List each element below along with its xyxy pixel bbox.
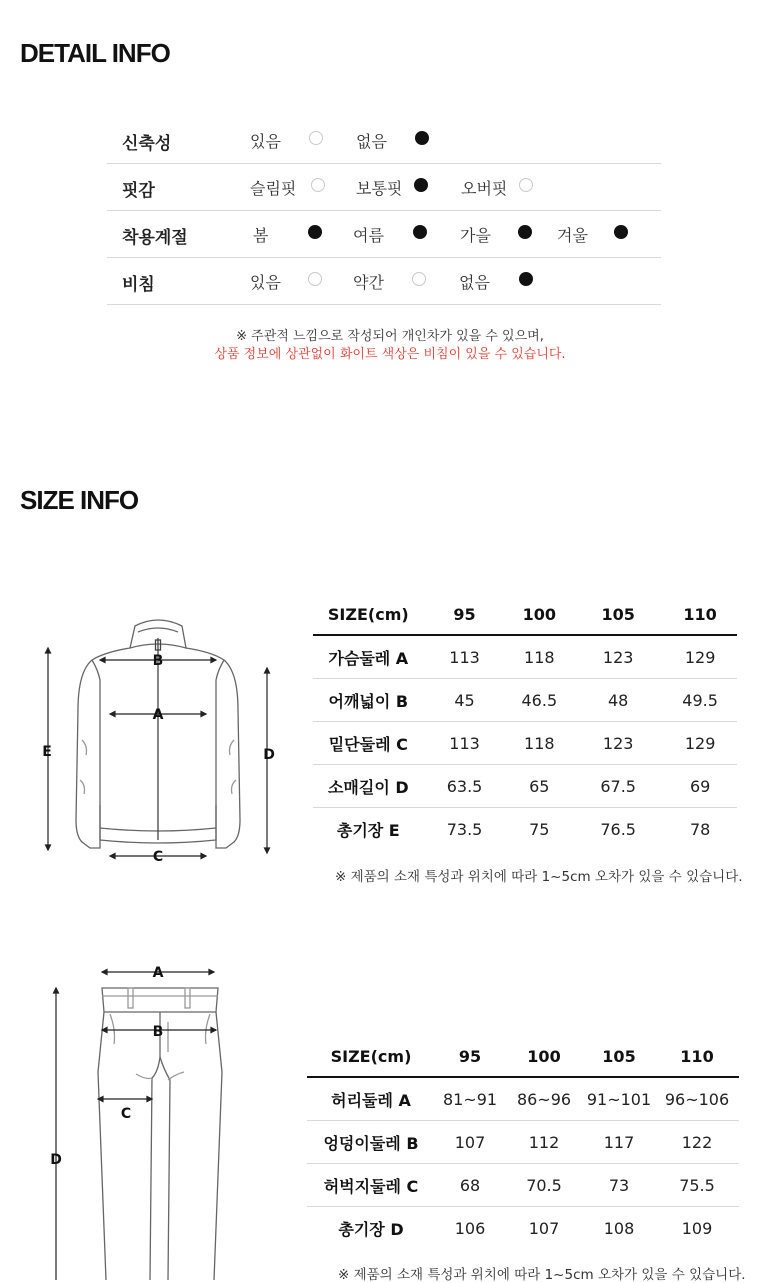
table-cell: 112 [505, 1121, 583, 1164]
table-cell: 81~91 [435, 1077, 505, 1121]
row-label: 허리둘레 A [307, 1077, 435, 1121]
pants-illustration [40, 962, 240, 1280]
table-row [313, 808, 737, 851]
table-cell: 75 [529, 819, 550, 839]
table-cell: 113 [424, 635, 506, 679]
pants-letter-b: B [152, 1024, 164, 1040]
table-cell: 68 [435, 1164, 505, 1207]
table-cell: 129 [663, 635, 737, 679]
table-row [307, 1164, 739, 1207]
table-cell: 122 [655, 1121, 739, 1164]
table-cell: 91~101 [583, 1077, 655, 1121]
table-cell: 78 [689, 819, 711, 839]
option-label: 겨울 [557, 226, 588, 245]
table-header-cell: 95 [424, 594, 506, 635]
option-label: 약간 [353, 273, 384, 292]
option-label: 봄 [253, 226, 269, 245]
table-cell: 123 [573, 722, 663, 765]
option-label: 없음 [459, 273, 490, 292]
table-header-row [313, 594, 737, 635]
jacket-letter-e: E [42, 744, 52, 760]
table-cell: 73 [583, 1164, 655, 1207]
detail-label: 핏감 [122, 181, 155, 201]
pants-letter-c: C [120, 1106, 132, 1122]
radio-empty-icon [412, 272, 426, 286]
detail-label: 착용계절 [122, 228, 188, 248]
jacket-letter-c: C [152, 849, 164, 865]
option-label: 있음 [250, 132, 281, 151]
table-cell: 65 [506, 765, 574, 808]
detail-row-stretch [107, 116, 661, 164]
row-label: 엉덩이둘레 B [307, 1121, 435, 1164]
detail-label: 비침 [122, 275, 155, 295]
detail-row-fit [107, 163, 661, 211]
table-cell: 106 [454, 1218, 486, 1238]
radio-filled-icon [518, 225, 532, 239]
table-header-cell: 95 [435, 1036, 505, 1077]
table-header-cell: SIZE(cm) [307, 1036, 435, 1077]
row-label: 어깨넓이 B [313, 679, 424, 722]
table-cell: 118 [506, 722, 574, 765]
table-cell: 107 [528, 1218, 560, 1238]
row-label: 가슴둘레 A [313, 635, 424, 679]
row-label: 소매길이 D [313, 765, 424, 808]
table-cell: 67.5 [573, 765, 663, 808]
table-cell: 73.5 [446, 819, 483, 839]
jacket-letter-b: B [152, 653, 164, 669]
table-cell: 107 [435, 1121, 505, 1164]
table-cell: 117 [583, 1121, 655, 1164]
radio-empty-icon [308, 272, 322, 286]
detail-note-line2: 상품 정보에 상관없이 화이트 색상은 비침이 있을 수 있습니다. [214, 347, 566, 362]
table-cell: 46.5 [506, 679, 574, 722]
row-label: 총기장 E [336, 820, 400, 840]
table-cell: 75.5 [655, 1164, 739, 1207]
table-cell: 49.5 [663, 679, 737, 722]
table-header-cell: 110 [663, 594, 737, 635]
detail-row-sheerness [107, 257, 661, 305]
pants-letter-d: D [50, 1152, 62, 1168]
option-label: 보통핏 [356, 179, 403, 198]
table-cell: 70.5 [505, 1164, 583, 1207]
pants-size-table [307, 1036, 739, 1249]
table-row [307, 1077, 739, 1121]
radio-empty-icon [309, 131, 323, 145]
jacket-letter-d: D [263, 747, 275, 763]
table-row [313, 765, 737, 808]
row-label: 허벅지둘레 C [307, 1164, 435, 1207]
table-cell: 86~96 [505, 1077, 583, 1121]
table-cell: 69 [663, 765, 737, 808]
table-cell: 129 [663, 722, 737, 765]
table-cell: 63.5 [424, 765, 506, 808]
detail-info-title: DETAIL INFO [20, 38, 170, 68]
option-label: 가을 [460, 226, 491, 245]
jacket-letter-a: A [152, 707, 164, 723]
row-label: 총기장 D [338, 1219, 404, 1239]
table-cell: 113 [424, 722, 506, 765]
table-header-row [307, 1036, 739, 1077]
radio-empty-icon [311, 178, 325, 192]
detail-label: 신축성 [122, 134, 172, 154]
table-row [307, 1121, 739, 1164]
radio-empty-icon [519, 178, 533, 192]
row-label: 밑단둘레 C [313, 722, 424, 765]
pants-size-note: ※ 제품의 소재 특성과 위치에 따라 1~5cm 오차가 있을 수 있습니다. [338, 1267, 746, 1283]
table-header-cell: 100 [506, 594, 574, 635]
table-cell: 123 [573, 635, 663, 679]
table-cell: 118 [506, 635, 574, 679]
radio-filled-icon [415, 131, 429, 145]
table-header-cell: 110 [655, 1036, 739, 1077]
detail-note-line1: ※ 주관적 느낌으로 작성되어 개인차가 있을 수 있으며, [236, 329, 544, 344]
option-label: 없음 [356, 132, 387, 151]
table-cell: 48 [573, 679, 663, 722]
option-label: 있음 [250, 273, 281, 292]
table-cell: 76.5 [600, 819, 636, 839]
table-cell: 109 [681, 1218, 713, 1238]
table-row [313, 722, 737, 765]
detail-row-season [107, 210, 661, 258]
table-header-cell: 105 [583, 1036, 655, 1077]
table-header-cell: SIZE(cm) [313, 594, 424, 635]
table-cell: 45 [424, 679, 506, 722]
jacket-size-table [313, 594, 737, 850]
radio-filled-icon [519, 272, 533, 286]
jacket-size-note: ※ 제품의 소재 특성과 위치에 따라 1~5cm 오차가 있을 수 있습니다. [335, 869, 743, 885]
radio-filled-icon [308, 225, 322, 239]
pants-letter-a: A [152, 965, 164, 981]
table-cell: 96~106 [655, 1077, 739, 1121]
option-label: 슬림핏 [250, 179, 297, 198]
table-cell: 108 [603, 1218, 635, 1238]
table-row [307, 1207, 739, 1250]
radio-filled-icon [413, 225, 427, 239]
table-row [313, 635, 737, 679]
option-label: 여름 [353, 226, 384, 245]
jacket-illustration [30, 610, 290, 865]
table-header-cell: 105 [573, 594, 663, 635]
radio-filled-icon [414, 178, 428, 192]
size-info-title: SIZE INFO [20, 485, 139, 515]
radio-filled-icon [614, 225, 628, 239]
table-row [313, 679, 737, 722]
option-label: 오버핏 [461, 179, 508, 198]
table-header-cell: 100 [505, 1036, 583, 1077]
